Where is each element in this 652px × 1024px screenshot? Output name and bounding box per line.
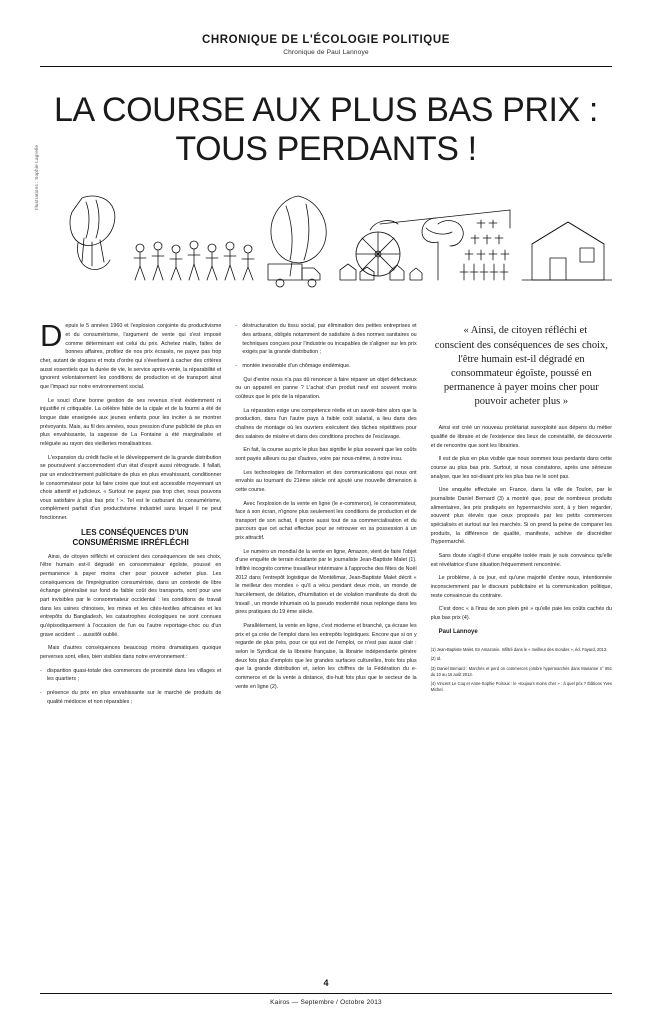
headline-line-1: LA COURSE AUX PLUS BAS PRIX : <box>54 91 598 129</box>
bullet-item: - montée inexorable d'un chômage endémique. <box>235 362 416 371</box>
paragraph: L'expansion du crédit facile et le développement de la grande distribution se poursuivent s'accommodent d'un état d'esprit aussi rétrograde. Il fallait, par un endoctrinement publicitaire de plus en plus envahissant, conditionner le consommateur pour lui faire croire que tout est accessible moyennant un choix attentif et judicieux. « Surtout ne payez pas trop cher, nous pouvons vous satisfaire à plus bas prix ! ». Tel est le carburant du consumérisme, complément parfait d'un productivisme industriel sans lequel il ne peut fonctionner. <box>40 454 222 522</box>
paragraph: C'est donc « à l'insu de son plein gré » qu'elle paie les coûts cachés du plus bas prix (4). <box>430 606 612 621</box>
article-body <box>40 318 612 711</box>
pull-quote: « Ainsi, de citoyen réfléchi et conscient des conséquences de ses choix, l'être humain est-il dégradé en consommateur égoïste, poussé en permanence à payer moins cher pour pouvoir acheter plus » <box>434 325 608 408</box>
paragraph: Parallèlement, la vente en ligne, c'est moderne et branché, ça écrase les prix et ça crée de l'emploi dans les entrepôts logistiques. Encore que si on y regarde de plus près, pour ce qui est de l'emploi, ce n'est pas aussi clair : selon le Syndicat de la librairie française, la librairie indépendante génère deux fois plus d'emplois que les grandes surfaces culturelles, trois fois plus que la grande distribution et, selon les chiffres de la Fédération du e-commerce et de la vente à distance, dix-huit fois plus que le secteur de la vente en ligne (2). <box>235 623 417 690</box>
bullet-item: - déstructuration du tissu social, par élimination des petites entreprises et des artisans, obligés notamment de satisfaire à des normes sanitaires ou techniques conçues pour l'industrie ou incapables de s'aligner sur les prix exigés par la grande distribution ; <box>235 322 416 357</box>
author-signature: Paul Lannoye <box>438 628 478 635</box>
page-title <box>40 93 612 166</box>
page-header <box>40 34 612 60</box>
drop-cap: D <box>40 318 63 354</box>
paragraph: La réparation exige une compétence réelle et un savoir-faire alors que la production, dans l'un l'autre pays à faible coût salarial, a lieu dans des chaînes de montage où les ouvriers exécutent des tâches répétitives pour des salaires de misère et dans des conditions proches de l'esclavage. <box>235 407 417 440</box>
column-2 <box>235 322 416 711</box>
section-kicker: CHRONIQUE DE L'ÉCOLOGIE POLITIQUE <box>201 34 451 46</box>
paragraph: Le numéro un mondial de la vente en ligne, Amazon, vient de faire l'objet d'une enquête de terrain éclatante par le journaliste Jean-Baptiste Malet (1). Infiltré incognito comme travailleur intérimaire à l'approche des fêtes de Noël 2012 dans l'entrepôt logistique de Montélimar, Jean-Baptiste Malet décrit « le meilleur des mondes » qu'il a vécu pendant deux mois, un monde de harcèlement, de délation, d'humiliation et de violation manifeste du droit du travail , un monde inhumain où la pseudo modernité nous replonge dans les pires pratiques du 19 ème siècle. <box>235 548 417 616</box>
paragraph: Il est de plus en plus visible que nous sommes tous perdants dans cette course au plus bas prix. Surtout, si nous constatons, après une sérieuse analyse, que les soi-disant prix les plus bas ne le sont pas. <box>430 456 612 480</box>
paragraph: Le souci d'une bonne gestion de ses revenus n'est évidemment ni injustifié ni critiquable. La célèbre fable de la cigale et de la fourmi a été de longue date enseignée aux jeunes enfants pour les inciter à se montrer prévoyants. Mais, au fil des années, sous pression d'une publicité de plus en plus envahissante, la sagesse de La Fontaine a été marginalisée et reléguée au rayon des vieilleries moralisatrices. <box>40 397 222 447</box>
paragraph: Une enquête effectuée en France, dans la ville de Toulon, par le journaliste Daniel Bernard (3) a montré que, pour de nombreux produits alimentaires, les prix pratiqués en hypermarchés sont, à y bien regarder, souvent plus élevés que ceux proposés par les petits commerces spécialisés et surtout sur les marchés. Si on prend la peine de comparer les produits, la différence de qualité, manifeste, achève de discréditer l'hypermarché. <box>430 487 612 546</box>
footnotes <box>431 647 612 693</box>
footnote: (2) Id. <box>430 656 442 662</box>
headline-line-2: TOUS PERDANTS ! <box>175 129 477 168</box>
page-number: 4 <box>323 978 329 988</box>
bullet-item: - disparition quasi-totale des commerces de proximité dans les villages et les quartiers ; <box>40 667 221 684</box>
paragraph: En fait, la course au prix le plus bas signifie le plus souvent que les coûts sont payés ailleurs ou par d'autres, voire par nous-même, à notre insu. <box>235 447 417 462</box>
paragraph: Le problème, à ce jour, est qu'une majorité d'entre nous, intentionnée inconsciemment par le discours publicitaire et la communication politique, reste convaincue du contraire. <box>430 575 612 599</box>
paragraph: Les technologies de l'information et des communications qui nous ont envahis au tournant du 21ème siècle ont ajouté une nouvelle dimension à cette course. <box>235 469 417 493</box>
paragraph: Qui d'entre nous n'a pas dû renoncer à faire réparer un objet défectueux ou un appareil en panne ? L'achat d'un produit neuf est souvent moins coûteux que le prix de la réparation. <box>235 376 417 400</box>
footnote: (1) Jean-Baptiste Malet, En Amazonie. Infiltré dans le « meilleur des mondes », éd. Fayard, 2013. <box>430 647 608 653</box>
column-1 <box>40 318 222 711</box>
paragraph: Ainsi, de citoyen réfléchi et conscient des conséquences de ses choix, l'être humain est-il dégradé en consommateur égoïste, poussé en permanence à payer moins cher pour pouvoir acheter plus. Les conséquences de l'imprégnation consumériste, dans un contexte de libre échange généralisé sur fond de faible coût des transports, sont pour une part invisibles par le consommateur occidental : les conditions de travail dans les usines chinoises, les mines et les cités-textiles africaines et les entrepôts du Bangladesh, les catastrophes écologiques ne sont connues qu'épisodiquement à l'occasion de l'un ou l'autre reportage-choc ou d'un grave accident … aussitôt oublié. <box>40 553 222 638</box>
footnote: (3) Daniel Bernard : Marchés et perd on commerces (ombre hypermarchés dans Marianne n° 851 du 10 au 16 août 2013. <box>430 665 612 677</box>
paragraph: Ainsi est créé un nouveau prolétariat surexploité aux dépens du métier qualifié de libraire et de l'existence des lieux de convivialité, de découverte et de rencontre que sont les librairies. <box>430 425 612 449</box>
paragraph: Avec l'explosion de la vente en ligne (le e-commerce), le consommateur, face à son écran, n'ignore plus seulement les conditions de production et de transport de son achat, il ignore aussi tout de sa commercialisation et du parcours que cet achat effectue pour se retrouver en sa possession à un prix attractif. <box>235 500 417 542</box>
illustration-credit: Illustrations : Sophie Lagrelle <box>34 145 39 211</box>
bullet-item: - présence du prix en plus envahissante sur le marché de produits de qualité médiocre et non réparables ; <box>40 689 221 706</box>
column-3 <box>431 322 612 711</box>
section-subtitle: Chronique de Paul Lannoye <box>283 49 369 56</box>
paragraph <box>40 318 222 391</box>
footnote: (4) Vincent Le Coq et Anne-Sophie Poiroux : le «toujours moins cher » : à quel prix ? Éditions Yves Michel. <box>430 680 612 692</box>
paragraph-text: epuis le 5 années 1960 et l'explosion conjointe du productivisme et du consumérisme, l'argument de vente qui s'est imposé comme déterminant est celui du prix. Achetez malin, faites de bonnes affaires, profitez de nos prix écrasés, ne payez pas trop cher, autant de slogans et mots d'ordre qui s'éverlsent à cacher des critères aussi essentiels que la durée de vie, le service après-vente, la réparabilité et ignorent volontairement les conditions de production et de transport ainsi que l'impact sur notre environnement social. <box>40 323 222 390</box>
page-footer <box>40 978 612 1006</box>
paragraph: Mais d'autres conséquences beaucoup moins dramatiques quoique perverses sont, elles, bien visibles dans notre environnement : <box>40 645 222 660</box>
footer-divider <box>40 993 612 994</box>
section-subhead: LES CONSÉQUENCES D'UN CONSUMÉRISME IRRÉFLÉCHI <box>72 527 189 547</box>
paragraph: Sans doute s'agit-il d'une enquête isolée mais je suis convaincu qu'elle est révélatrice d'une situation fréquemment rencontrée. <box>430 552 612 568</box>
header-divider <box>40 66 612 67</box>
illustration-drawing <box>40 188 612 306</box>
footer-text: Kairos — Septembre / Octobre 2013 <box>270 999 382 1006</box>
